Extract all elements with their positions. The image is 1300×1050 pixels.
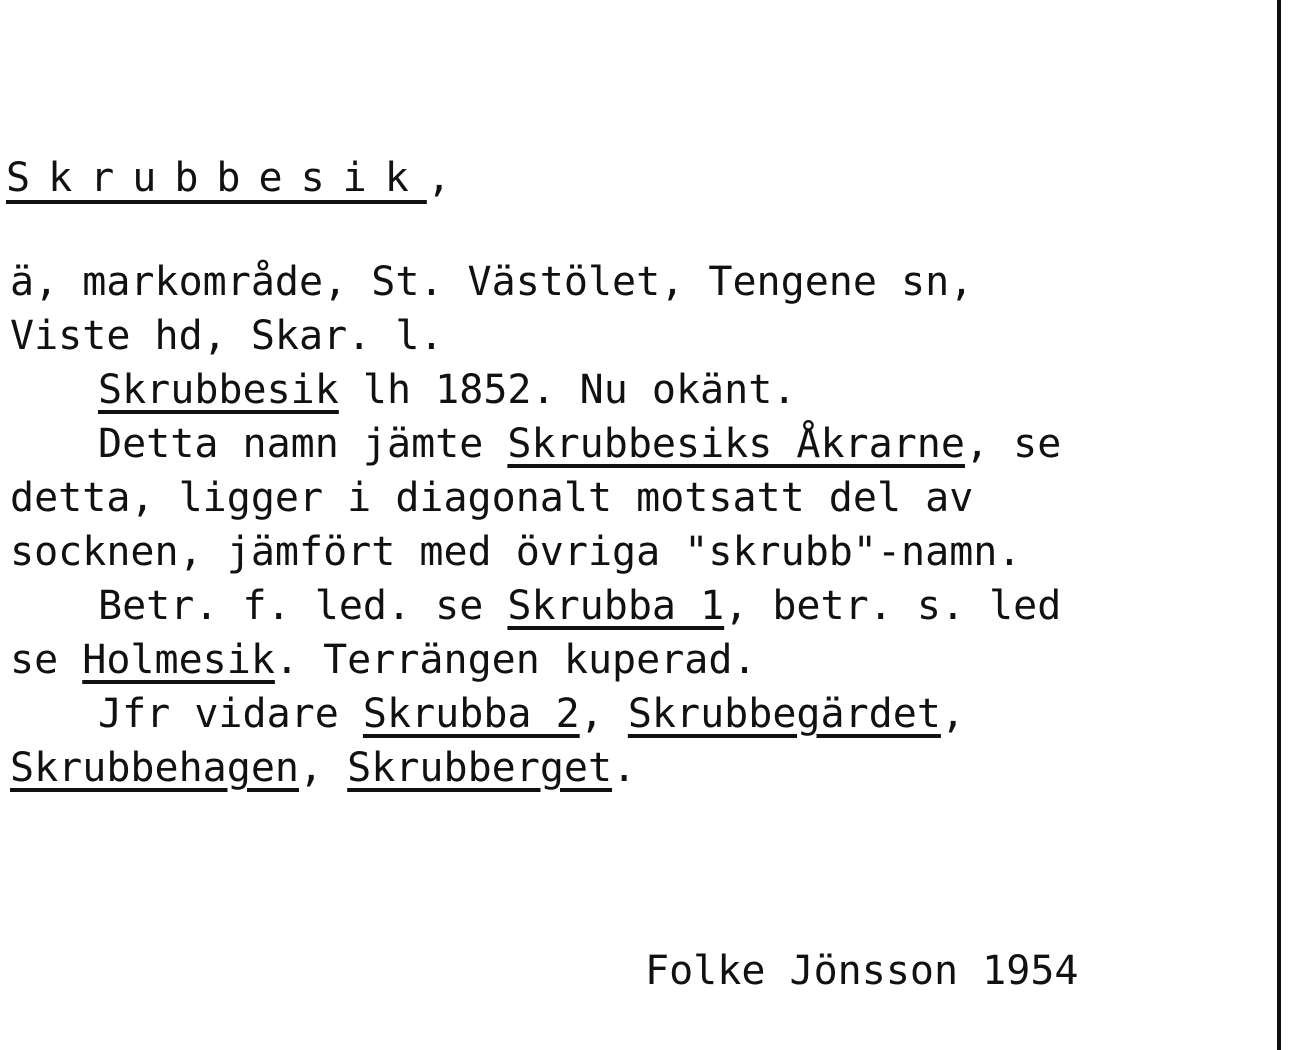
entry-text: , se [964,421,1062,467]
entry-text: . [612,745,637,791]
entry-line-10 [10,741,1285,795]
cross-reference: Skrubbesiks Åkrarne [507,421,965,467]
entry-line-2: Viste hd, Skar. l. [10,313,444,359]
cross-reference: Skrubberget [347,745,613,791]
cross-reference: Holmesik [82,637,275,683]
entry-line-5: detta, ligger i diagonalt motsatt del av [10,475,974,521]
cross-reference: Skrubba 2 [362,691,580,737]
entry-text: Detta namn jämte [98,421,508,467]
entry-text: lh 1852. Nu okänt. [338,367,797,413]
entry-line-6: socknen, jämfört med övriga "skrubb"-namn. [10,529,1022,575]
entry-text: se [10,637,83,683]
author-signature: Folke Jönsson 1954 [645,948,1079,994]
entry-text: , betr. s. led [724,583,1062,629]
cross-reference: Skrubbegärdet [627,691,941,737]
cross-reference: Skrubbehagen [10,745,299,791]
entry-text: Jfr vidare [98,691,363,737]
entry-text: , [940,691,965,737]
headword: Skrubbesik [6,155,427,201]
entry-body [10,255,1285,795]
entry-text: , [298,745,348,791]
entry-line-7 [10,579,1285,633]
entry-text: . Terrängen kuperad. [274,637,757,683]
entry-text: Betr. f. led. se [98,583,508,629]
headword-punctuation: , [426,155,469,201]
headword-title [6,155,469,201]
entry-text: , [579,691,628,737]
entry-line-4 [10,417,1285,471]
entry-line-9 [10,687,1285,741]
cross-reference: Skrubbesik [98,367,339,413]
entry-line-8 [10,633,1285,687]
entry-line-1: ä, markområde, St. Västölet, Tengene sn, [10,259,974,305]
cross-reference: Skrubba 1 [507,583,725,629]
entry-line-3 [10,363,1285,417]
